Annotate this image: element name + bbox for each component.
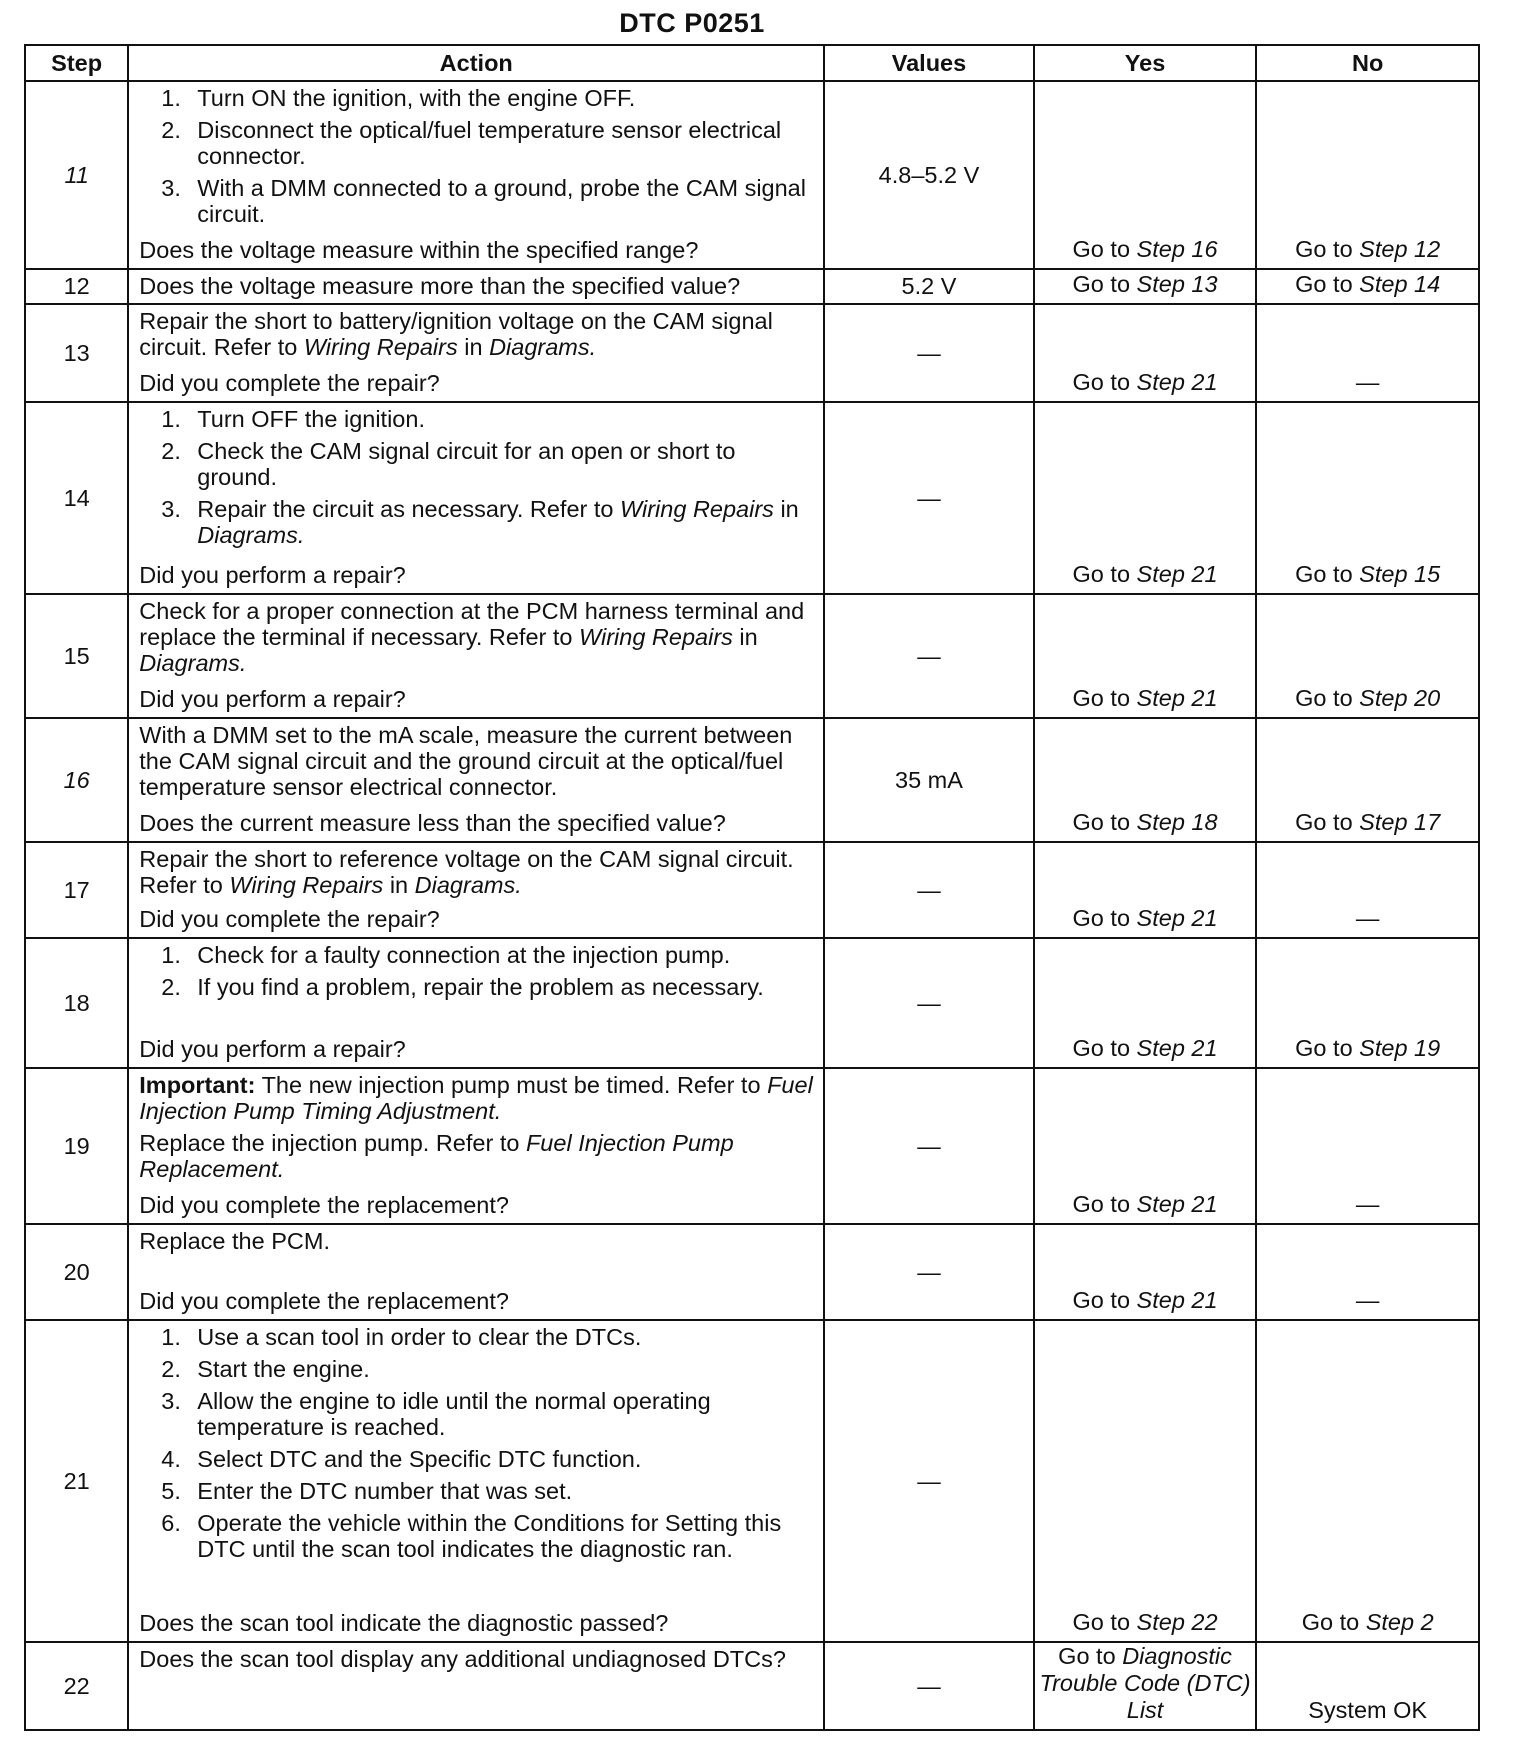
action-list-item: 2. Disconnect the optical/fuel temperature sensor electrical connector. — [161, 117, 782, 169]
action-cell — [128, 304, 824, 402]
no-cell: — — [1256, 304, 1479, 402]
value-cell: — — [824, 594, 1034, 718]
action-cell — [128, 269, 824, 304]
step-number: 11 — [25, 81, 128, 269]
table-row — [25, 1320, 1479, 1642]
yes-cell: Go to Step 21 — [1034, 842, 1257, 938]
step-number: 21 — [25, 1320, 128, 1642]
action-cell — [128, 1642, 824, 1730]
yes-cell: Go to Diagnostic Trouble Code (DTC) List — [1034, 1642, 1257, 1730]
table-body — [25, 81, 1479, 1730]
action-content — [139, 85, 813, 263]
step-number: 14 — [25, 402, 128, 594]
action-text: Check for a proper connection at the PCM harness terminal and replace the terminal if necessary. Refer to Wiring Repairs in Diagrams. — [139, 598, 805, 676]
header-row — [25, 45, 1479, 81]
action-question: Does the voltage measure within the specified range? — [139, 237, 699, 263]
header-step: Step — [25, 45, 128, 81]
no-cell: — — [1256, 1068, 1479, 1224]
step-number: 20 — [25, 1224, 128, 1320]
action-question: Did you complete the replacement? — [139, 1288, 509, 1314]
action-question: Does the scan tool indicate the diagnostic passed? — [139, 1610, 669, 1636]
action-list — [139, 942, 813, 1000]
action-content — [139, 942, 813, 1062]
action-cell — [128, 938, 824, 1068]
value-cell: — — [824, 842, 1034, 938]
value-cell: — — [824, 938, 1034, 1068]
action-cell — [128, 1068, 824, 1224]
action-question: Did you complete the repair? — [139, 906, 440, 932]
action-cell — [128, 1224, 824, 1320]
value-cell: — — [824, 1642, 1034, 1730]
diagnostic-table — [24, 44, 1480, 1731]
value-cell: — — [824, 402, 1034, 594]
yes-cell: Go to Step 18 — [1034, 718, 1257, 842]
step-number: 18 — [25, 938, 128, 1068]
table-row — [25, 402, 1479, 594]
no-cell: — — [1256, 842, 1479, 938]
action-question: Did you complete the replacement? — [139, 1192, 509, 1218]
action-content — [139, 1324, 813, 1636]
table-row — [25, 594, 1479, 718]
action-list-item: 1. Turn ON the ignition, with the engine OFF. — [161, 85, 636, 111]
no-cell: System OK — [1256, 1642, 1479, 1730]
value-cell: — — [824, 1224, 1034, 1320]
action-question: Did you perform a repair? — [139, 686, 406, 712]
action-cell — [128, 842, 824, 938]
no-cell: Go to Step 15 — [1256, 402, 1479, 594]
action-list-item: 3. Allow the engine to idle until the normal operating temperature is reached. — [161, 1388, 711, 1440]
table-row — [25, 1068, 1479, 1224]
action-question: Does the current measure less than the specified value? — [139, 810, 726, 836]
action-cell — [128, 718, 824, 842]
table-row — [25, 1642, 1479, 1730]
action-list-item: 3. With a DMM connected to a ground, probe the CAM signal circuit. — [161, 175, 806, 227]
action-list-item: 4. Select DTC and the Specific DTC function. — [161, 1446, 642, 1472]
action-question: Did you perform a repair? — [139, 1036, 406, 1062]
yes-cell: Go to Step 22 — [1034, 1320, 1257, 1642]
header-values: Values — [824, 45, 1034, 81]
no-cell: — — [1256, 1224, 1479, 1320]
table-row — [25, 1224, 1479, 1320]
header-yes: Yes — [1034, 45, 1257, 81]
table-row — [25, 842, 1479, 938]
value-cell: — — [824, 1320, 1034, 1642]
no-cell: Go to Step 19 — [1256, 938, 1479, 1068]
action-cell — [128, 402, 824, 594]
action-list-item: 1. Use a scan tool in order to clear the DTCs. — [161, 1324, 642, 1350]
table-row — [25, 81, 1479, 269]
step-number: 22 — [25, 1642, 128, 1730]
action-list-item: 1. Check for a faulty connection at the injection pump. — [161, 942, 731, 968]
page-title: DTC P0251 — [619, 8, 765, 38]
action-text: Repair the short to battery/ignition voltage on the CAM signal circuit. Refer to Wiring Repairs in Diagrams. — [139, 308, 773, 360]
value-cell: — — [824, 304, 1034, 402]
action-list-item: 2. Check the CAM signal circuit for an open or short to ground. — [161, 438, 736, 490]
yes-cell: Go to Step 16 — [1034, 81, 1257, 269]
action-content — [139, 722, 813, 836]
action-content — [139, 308, 813, 396]
action-list-item: 2. Start the engine. — [161, 1356, 370, 1382]
action-question: Did you complete the repair? — [139, 370, 440, 396]
action-text: Does the scan tool display any additional undiagnosed DTCs? — [139, 1646, 786, 1672]
table-row — [25, 938, 1479, 1068]
yes-cell: Go to Step 21 — [1034, 594, 1257, 718]
action-content — [139, 598, 813, 712]
action-content — [139, 273, 813, 299]
step-number: 13 — [25, 304, 128, 402]
step-number: 16 — [25, 718, 128, 842]
action-list-item: 3. Repair the circuit as necessary. Refer to Wiring Repairs in Diagrams. — [161, 496, 799, 548]
action-content — [139, 406, 813, 588]
value-cell: 4.8–5.2 V — [824, 81, 1034, 269]
value-cell: 35 mA — [824, 718, 1034, 842]
header-no: No — [1256, 45, 1479, 81]
action-text: Repair the short to reference voltage on the CAM signal circuit. Refer to Wiring Repairs in Diagrams. — [139, 846, 794, 898]
action-text: Important: The new injection pump must be timed. Refer to Fuel Injection Pump Timing Adjustment. — [139, 1072, 813, 1124]
step-number: 19 — [25, 1068, 128, 1224]
action-question: Does the voltage measure more than the specified value? — [139, 273, 741, 299]
action-cell — [128, 81, 824, 269]
action-text: Replace the PCM. — [139, 1228, 330, 1254]
step-number: 17 — [25, 842, 128, 938]
action-content — [139, 1646, 813, 1722]
value-cell: 5.2 V — [824, 269, 1034, 304]
step-number: 15 — [25, 594, 128, 718]
yes-cell: Go to Step 13 — [1034, 269, 1257, 304]
action-content — [139, 1072, 813, 1218]
action-list — [139, 1324, 813, 1562]
action-cell — [128, 594, 824, 718]
value-cell: — — [824, 1068, 1034, 1224]
action-list — [139, 406, 813, 548]
yes-cell: Go to Step 21 — [1034, 1068, 1257, 1224]
no-cell: Go to Step 20 — [1256, 594, 1479, 718]
action-list-item: 1. Turn OFF the ignition. — [161, 406, 425, 432]
yes-cell: Go to Step 21 — [1034, 1224, 1257, 1320]
action-text: Replace the injection pump. Refer to Fuel Injection Pump Replacement. — [139, 1130, 734, 1182]
table-row — [25, 304, 1479, 402]
action-list-item: 2. If you find a problem, repair the problem as necessary. — [161, 974, 764, 1000]
action-cell — [128, 1320, 824, 1642]
no-cell: Go to Step 2 — [1256, 1320, 1479, 1642]
action-list-item: 5. Enter the DTC number that was set. — [161, 1478, 573, 1504]
no-cell: Go to Step 14 — [1256, 269, 1479, 304]
action-text: With a DMM set to the mA scale, measure the current between the CAM signal circuit and the ground circuit at the optical/fuel temperature sensor electrical connector. — [139, 722, 793, 800]
no-cell: Go to Step 17 — [1256, 718, 1479, 842]
table-row — [25, 718, 1479, 842]
yes-cell: Go to Step 21 — [1034, 402, 1257, 594]
step-number: 12 — [25, 269, 128, 304]
table-row — [25, 269, 1479, 304]
action-content — [139, 1228, 813, 1314]
action-list-item: 6. Operate the vehicle within the Conditions for Setting this DTC until the scan tool indicates the diagnostic ran. — [161, 1510, 782, 1562]
header-action: Action — [128, 45, 824, 81]
yes-cell: Go to Step 21 — [1034, 938, 1257, 1068]
action-list — [139, 85, 813, 227]
yes-cell: Go to Step 21 — [1034, 304, 1257, 402]
no-cell: Go to Step 12 — [1256, 81, 1479, 269]
action-question: Did you perform a repair? — [139, 562, 406, 588]
action-content — [139, 846, 813, 932]
